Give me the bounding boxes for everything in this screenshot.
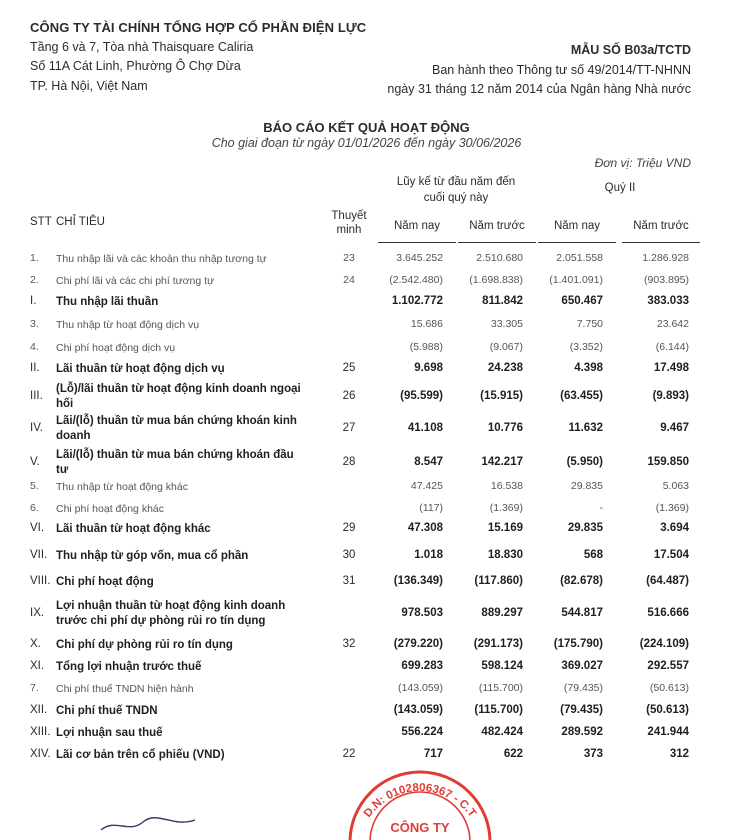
row-indicator-line: Chi phí hoạt động [56,576,154,588]
row-value: (143.059) [393,704,443,716]
row-value: 2.051.558 [556,252,603,264]
row-note: 25 [342,362,356,374]
row-value: 159.850 [647,456,689,468]
row-value: 889.297 [481,607,523,619]
row-indicator-line: Thu nhập lãi thuần [56,296,159,308]
row-stt: VI. [30,522,45,534]
row-indicator-line: Lợi nhuận sau thuế [56,727,163,739]
row-indicator-line: Thu nhập từ góp vốn, mua cổ phần [56,550,249,562]
row-value: 978.503 [401,607,443,619]
column-header-q2-last-year: Năm trước [622,210,700,243]
row-value: - [599,502,603,514]
row-value: 8.547 [414,456,443,468]
row-indicator [56,414,320,444]
group-header-ytd [376,174,536,206]
row-indicator [56,480,320,495]
row-value: (224.109) [639,638,689,650]
company-stamp [345,770,495,840]
row-value: 241.944 [647,726,689,738]
row-note: 26 [342,390,356,402]
row-indicator [56,318,320,333]
row-value: 15.686 [410,318,443,330]
row-indicator-line: Lãi/(lỗ) thuần từ mua bán chứng khoán kinh [56,415,297,427]
row-indicator-line: Lãi/(lỗ) thuần từ mua bán chứng khoán đầu [56,449,294,461]
row-indicator [56,341,320,356]
row-stt: X. [30,638,41,650]
row-value: (79.435) [563,682,603,694]
row-note: 29 [342,522,356,534]
row-indicator-line: Chi phí hoạt động khác [56,503,164,515]
row-indicator [56,274,320,289]
row-indicator-line: Thu nhập lãi và các khoản thu nhập tương tự [56,253,267,265]
row-value: (9.893) [652,390,689,402]
row-value: (115.700) [474,704,523,716]
row-indicator [56,638,320,653]
row-value: 24.238 [487,362,523,374]
row-stt: XIII. [30,726,51,738]
row-value: 3.645.252 [396,252,443,264]
row-stt: VII. [30,549,48,561]
signature-mark [95,812,205,834]
row-value: 15.169 [487,522,523,534]
row-indicator-line: hối [56,398,74,410]
company-name: CÔNG TY TÀI CHÍNH TỔNG HỢP CỔ PHẦN ĐIỆN LỰC [30,20,367,35]
row-value: 4.398 [574,362,603,374]
row-value: (279.220) [393,638,443,650]
row-value: (1.369) [655,502,689,514]
row-stt: VIII. [30,575,51,587]
row-value: 369.027 [561,660,603,672]
row-value: (63.455) [560,390,603,402]
row-value: 11.632 [568,422,603,434]
row-value: 482.424 [481,726,523,738]
row-value: (1.369) [489,502,523,514]
column-header-indicator: CHỈ TIÊU [56,216,105,228]
row-value: (15.915) [480,390,523,402]
group-ytd-line-1: Lũy kế từ đầu năm đến [396,176,516,188]
row-value: 17.504 [653,549,689,561]
row-note: 31 [342,575,356,587]
row-value: 1.286.928 [642,252,689,264]
row-indicator-line: trước chi phí dự phòng rủi ro tín dụng [56,615,266,627]
row-value: 23.642 [656,318,689,330]
row-stt: III. [30,390,43,402]
row-stt: 5. [30,480,39,492]
row-stt: XI. [30,660,45,672]
row-value: (2.542.480) [389,274,443,286]
report-period: Cho giai đoạn từ ngày 01/01/2026 đến ngày 30/06/2026 [211,136,522,150]
row-value: 5.063 [662,480,689,492]
row-value: 1.102.772 [391,295,443,307]
row-value: 17.498 [653,362,689,374]
row-indicator [56,575,320,590]
row-value: 544.817 [561,607,603,619]
row-value: (95.599) [400,390,443,402]
row-stt: 3. [30,318,39,330]
form-note-1: Ban hành theo Thông tư số 49/2014/TT-NHNN [432,62,691,77]
row-indicator [56,682,320,697]
row-stt: 1. [30,252,39,264]
row-value: 47.425 [410,480,443,492]
row-value: (1.401.091) [549,274,603,286]
row-indicator-line: Lợi nhuận thuần từ hoạt động kinh doanh [56,600,286,612]
row-value: (50.613) [646,704,689,716]
row-indicator-line: Lãi thuần từ hoạt động khác [56,523,211,535]
row-value: (82.678) [560,575,603,587]
row-indicator [56,522,320,537]
form-number: MẪU SỐ B03a/TCTD [570,43,691,57]
row-indicator-line: Chi phí thuế TNDN [56,705,158,717]
row-value: (903.895) [644,274,689,286]
row-indicator-line: Chi phí dự phòng rủi ro tín dụng [56,639,233,651]
stamp-company-text: CÔNG TY [390,820,450,835]
row-indicator [56,362,320,377]
row-stt: 2. [30,274,39,286]
row-value: 142.217 [481,456,523,468]
row-value: 811.842 [482,295,523,307]
row-value: 650.467 [561,295,603,307]
row-stt: I. [30,295,37,307]
row-value: (6.144) [655,341,689,353]
address-line-2: Số 11A Cát Linh, Phường Ô Chợ Dừa [30,59,241,73]
row-value: (9.067) [489,341,523,353]
unit-label: Đơn vị: Triệu VND [594,156,691,170]
row-value: 18.830 [487,549,523,561]
row-stt: V. [30,456,40,468]
row-value: 2.510.680 [476,252,523,264]
note-header-line-2: minh [336,224,362,236]
row-value: (64.487) [646,575,689,587]
row-value: 47.308 [407,522,443,534]
row-value: (143.059) [398,682,443,694]
row-indicator [56,660,320,675]
row-indicator [56,295,320,310]
row-value: 598.124 [481,660,523,672]
row-value: 9.467 [660,422,689,434]
row-indicator [56,599,320,629]
row-note: 23 [343,252,355,264]
row-indicator-line: Lãi cơ bản trên cổ phiếu (VND) [56,749,225,761]
row-indicator [56,549,320,564]
row-indicator [56,748,320,763]
row-value: 622 [503,748,523,760]
row-value: (5.950) [566,456,603,468]
row-indicator-line: Chi phí thuế TNDN hiện hành [56,683,194,695]
stamp-number-text: D.N: 0102806367 - C.T [361,782,479,820]
row-value: 556.224 [401,726,443,738]
row-stt: 7. [30,682,39,694]
row-indicator-line: Tổng lợi nhuận trước thuế [56,661,202,673]
row-note: 32 [342,638,356,650]
column-header-q2-this-year: Năm nay [538,210,616,243]
row-value: (3.352) [569,341,603,353]
row-note: 22 [342,748,356,760]
row-value: 383.033 [647,295,689,307]
row-value: (117) [419,502,443,514]
row-stt: XIV. [30,748,51,760]
row-note: 30 [342,549,356,561]
row-value: 373 [583,748,603,760]
address-line-1: Tầng 6 và 7, Tòa nhà Thaisquare Caliria [30,39,254,54]
row-value: (50.613) [649,682,689,694]
column-header-note [322,209,376,237]
row-value: (5.988) [409,341,443,353]
row-indicator [56,704,320,719]
row-value: 516.666 [647,607,689,619]
row-value: 9.698 [414,362,443,374]
row-value: (1.698.838) [469,274,523,286]
row-indicator [56,502,320,517]
row-stt: 6. [30,502,39,514]
row-stt: IX. [30,607,45,619]
row-indicator [56,448,320,478]
row-value: (291.173) [473,638,523,650]
row-value: 717 [423,748,443,760]
row-indicator [56,382,320,412]
row-value: 312 [669,748,689,760]
row-note: 24 [343,274,355,286]
row-value: 29.835 [567,522,603,534]
row-value: 10.776 [487,422,523,434]
form-info [387,41,691,100]
row-indicator-line: Chi phí lãi và các chi phí tương tự [56,275,215,287]
column-header-ytd-last-year: Năm trước [458,210,536,243]
note-header-line-1: Thuyết [331,210,367,222]
row-stt: XII. [30,704,48,716]
row-value: (136.349) [393,575,443,587]
row-value: 568 [583,549,603,561]
column-header-ytd-this-year: Năm nay [378,210,456,243]
row-value: 1.018 [414,549,443,561]
row-value: (79.435) [560,704,603,716]
row-value: 16.538 [490,480,523,492]
row-indicator-line: Chi phí hoạt động dịch vụ [56,342,176,354]
row-stt: IV. [30,422,44,434]
row-value: 7.750 [576,318,603,330]
row-value: 3.694 [660,522,689,534]
group-ytd-line-2: cuối quý này [423,192,489,204]
row-value: 41.108 [407,422,443,434]
address-line-3: TP. Hà Nội, Việt Nam [30,78,148,93]
row-value: (115.700) [478,682,523,694]
row-value: 699.283 [401,660,443,672]
row-indicator-line: Thu nhập từ hoạt động dịch vụ [56,319,200,331]
group-header-q2: Quý II [604,182,636,194]
row-value: (175.790) [553,638,603,650]
row-stt: II. [30,362,40,374]
row-indicator-line: Lãi thuần từ hoạt động dịch vụ [56,363,225,375]
row-indicator-line: (Lỗ)/lãi thuần từ hoạt động kinh doanh ngoại [56,383,301,395]
row-value: (117.860) [474,575,523,587]
row-stt: 4. [30,341,39,353]
row-value: 29.835 [570,480,603,492]
row-note: 28 [342,456,356,468]
row-value: 292.557 [647,660,689,672]
company-header [30,18,366,96]
row-note: 27 [342,422,356,434]
form-note-2: ngày 31 tháng 12 năm 2014 của Ngân hàng Nhà nước [387,82,691,96]
report-title: BÁO CÁO KẾT QUẢ HOẠT ĐỘNG [263,120,470,135]
row-indicator-line: Thu nhập từ hoạt động khác [56,481,188,493]
row-indicator-line: doanh [56,430,91,442]
row-indicator [56,726,320,741]
row-value: 289.592 [561,726,603,738]
row-indicator-line: tư [56,464,69,476]
row-value: 33.305 [490,318,523,330]
row-indicator [56,252,320,267]
column-header-stt: STT [30,216,52,228]
